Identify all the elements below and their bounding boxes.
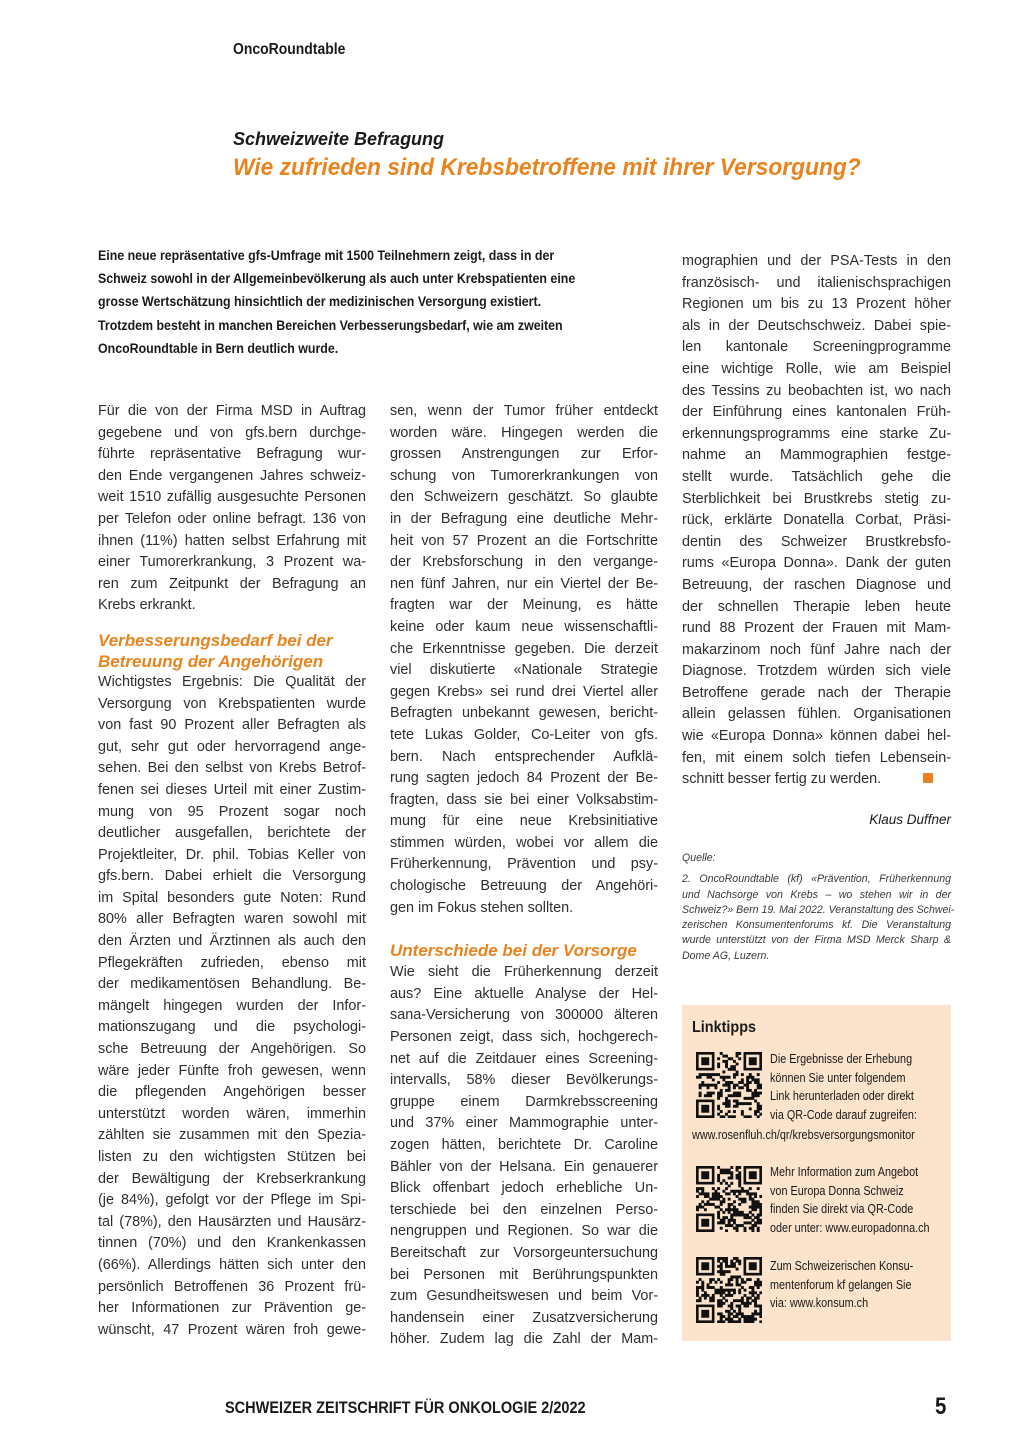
qr-code-icon[interactable]	[696, 1257, 762, 1323]
text-line: her Informationen zur Prävention ge-	[98, 1300, 366, 1317]
linktipp-1	[770, 1050, 917, 1124]
text-line: erkennungsprogramms eine starke Zu-	[682, 425, 951, 442]
text-line: Befragten unbekannt gewesen, bericht-	[390, 705, 658, 722]
text-line: intervalls, 58% dieser Bevölkerungs-	[390, 1072, 658, 1089]
text-line: fenen sei dieses Urteil mit einer Zustim-	[98, 781, 366, 798]
text-line: schung von Tumorerkrankungen von	[390, 467, 658, 484]
text-line: der Einführung eines kantonalen Früh-	[682, 404, 951, 421]
text-line: unterstützt worden wären, immerhin	[98, 1105, 366, 1122]
text-line: terschiede bei den einzelnen Perso-	[390, 1201, 658, 1218]
text-line: mängelt hingegen wurden der Infor-	[98, 997, 366, 1014]
linktipp-2-text	[770, 1163, 930, 1237]
text-line: Zum Schweizerischen Konsu-	[770, 1259, 914, 1273]
text-line: gfs.bern. Dabei erhielt die Versorgung	[98, 868, 366, 885]
column-1-body	[98, 672, 366, 1341]
text-line: eine wichtige Rolle, wie am Beispiel	[682, 360, 951, 377]
text-line: bern. Nach entsprechender Aufklä-	[390, 748, 658, 765]
text-line: dentin des Schweizer Brustkrebsfo-	[682, 533, 951, 550]
text-line: tete Lukas Golder, Co-Leiter von gfs.	[390, 726, 658, 743]
text-line: zogen hätten, berichtete Dr. Caroline	[390, 1137, 658, 1153]
text-line: mung für eine neue Krebsinitiative	[390, 813, 658, 830]
text-line: von fast 90 Prozent aller Befragten als	[98, 717, 366, 734]
text-line: zählten sie zusammen mit den Spezia-	[98, 1127, 366, 1144]
text-line: Schweiz?» Bern 19. Mai 2022. Veranstaltung des Schwei-	[682, 903, 955, 916]
text-line: heit von 57 Prozent an die Fortschritte	[390, 532, 658, 549]
text-line: net auf die Zeitdauer eines Screening-	[390, 1050, 658, 1067]
subhead-line: Verbesserungsbedarf bei der	[98, 630, 333, 650]
linktipps-box	[682, 1005, 951, 1341]
text-line: von Europa Donna Schweiz	[770, 1183, 904, 1198]
text-line: Eine neue repräsentative gfs-Umfrage mit 1500 Teilnehmern zeigt, dass in der	[98, 248, 555, 263]
text-line: Schweiz sowohl in der Allgemeinbevölkerung als auch unter Krebspatienten eine	[98, 271, 576, 287]
text-line: rums «Europa Donna». Dank der guten	[682, 555, 951, 572]
text-line: Krebs erkrankt.	[98, 597, 196, 614]
text-line: Betreuung, der raschen Diagnose und	[682, 576, 951, 593]
text-line: gen im Fokus stehen sollten.	[390, 899, 574, 916]
article-headline: Wie zufrieden sind Krebsbetroffene mit ihrer Versorgung?	[233, 154, 861, 181]
text-line: sen, wenn der Tumor früher entdeckt	[390, 403, 658, 419]
text-line: via QR-Code darauf zugreifen:	[770, 1107, 917, 1122]
text-line: weit 1510 zufällig ausgesuchte Personen	[98, 489, 366, 506]
text-line: mationszugang und die psychologi-	[98, 1019, 366, 1036]
text-line: Die Ergebnisse der Erhebung	[770, 1052, 913, 1066]
linktipps-title: Linktipps	[692, 1019, 756, 1036]
text-line: Früherkennung, Prävention und psy-	[390, 856, 658, 873]
text-line: nen fünf Jahren, nur ein Viertel der Be-	[390, 575, 658, 592]
text-line: Blick offenbart jedoch erhebliche Un-	[390, 1180, 658, 1197]
source-label: Quelle:	[682, 852, 716, 864]
text-line: fragten war der Meinung, es hätte	[390, 597, 658, 614]
text-line: wünscht, 47 Prozent wären froh gewe-	[98, 1321, 366, 1338]
text-line: im Spital besonders gute Noten: Rund	[98, 889, 366, 906]
text-line: nengruppen und Regionen. So war die	[390, 1223, 658, 1240]
text-line: die pflegenden Angehörigen besser	[98, 1084, 366, 1101]
linktipp-1-text	[770, 1050, 917, 1124]
column-1-intro	[98, 401, 366, 617]
text-line: höher. Zudem lag die Zahl der Mam-	[390, 1331, 658, 1348]
text-line: und 37% einer Mammographie unter-	[390, 1115, 658, 1132]
qr-code-icon[interactable]	[696, 1052, 762, 1118]
text-line: sehen. Bei den selbst von Krebs Betrof-	[98, 760, 366, 777]
text-line: viel diskutierte «Nationale Strategie	[390, 662, 658, 679]
text-line: einer Tumorerkrankung, 3 Prozent wa-	[98, 554, 366, 571]
text-line: via: www.konsum.ch	[770, 1296, 869, 1311]
text-line: tal (78%), den Hausärzten und Hausärz-	[98, 1213, 366, 1230]
footer-journal-title: SCHWEIZER ZEITSCHRIFT FÜR ONKOLOGIE 2/2022	[225, 1399, 586, 1417]
text-line: Regionen um bis zu 13 Prozent höher	[682, 296, 951, 313]
text-line: Diagnose. Trotzdem würden sich viele	[682, 663, 951, 680]
text-line: der Bewältigung der Krebserkrankung	[98, 1170, 366, 1187]
text-line: (66%). Allerdings hätten sich unter den	[98, 1256, 366, 1273]
text-line: che Erkenntnisse gegeben. Die derzeit	[390, 640, 658, 657]
text-line: Wichtigstes Ergebnis: Die Qualität der	[98, 673, 366, 690]
text-line: schnitt besser fertig zu werden.	[682, 769, 951, 791]
text-line: keine oder kaum neue wissenschaftli-	[390, 618, 658, 635]
text-line: den Ärzten und Ärztinnen als auch den	[98, 933, 366, 950]
text-line: grossen Anstrengungen zur Erfor-	[390, 446, 658, 463]
text-line: der medikamentösen Behandlung. Be-	[98, 976, 366, 993]
text-line: sana-Versicherung von 300000 älteren	[390, 1007, 658, 1024]
text-line: Versorgung von Krebspatienten wurde	[98, 695, 366, 712]
text-line: fragten, dass sie bei einer Volksabstim-	[390, 791, 658, 808]
text-line: Mehr Information zum Angebot	[770, 1165, 919, 1179]
text-line: und Nachsorge von Krebs – wo stehen wir in der	[682, 888, 951, 901]
end-of-article-square-icon	[923, 773, 933, 783]
text-line: aus? Eine aktuelle Analyse der Hel-	[390, 985, 658, 1002]
text-line: den Schweizern geschätzt. So glaubte	[390, 489, 658, 506]
linktipp-3-text	[770, 1257, 913, 1313]
text-line: rung sagten jedoch 84 Prozent der Be-	[390, 770, 658, 787]
text-line: Bereitschaft zur Vorsorgeuntersuchung	[390, 1244, 658, 1261]
text-line: wurde unterstützt von der Firma MSD Merck Sharp &	[682, 934, 951, 947]
column-2-top	[390, 401, 658, 919]
text-line: gruppe einem Darmkrebsscreening	[390, 1093, 658, 1110]
text-line: listen zu den wichtigsten Stützen bei	[98, 1149, 366, 1165]
column-3-body	[682, 251, 951, 791]
text-line: mung von 95 Prozent sogar noch	[98, 803, 366, 820]
column-2	[390, 401, 658, 1351]
text-line: sche Betreuung der Angehörigen. So	[98, 1041, 366, 1058]
text-line: persönlich Betroffenen 36 Prozent frü-	[98, 1278, 366, 1295]
linktipp-1-url[interactable]: www.rosenfluh.ch/qr/krebsversorgungsmonitor	[692, 1128, 915, 1142]
text-line: 80% aller Befragten waren sowohl mit	[98, 911, 366, 928]
text-line: Pflegekräften zufrieden, ebenso mit	[98, 954, 366, 971]
text-line: fen, mit einem solch tiefen Lebensein-	[682, 749, 951, 766]
text-line: len kantonale Screeningprogramme	[682, 339, 951, 356]
source-text	[682, 872, 955, 964]
linktipp-2	[770, 1163, 930, 1237]
text-line: handensein einer Zusatzversicherung	[390, 1309, 658, 1326]
text-line: der Krebsforschung in den vergange-	[390, 554, 658, 571]
text-line: wie «Europa Donna» können dabei hel-	[682, 728, 951, 745]
text-line: Dome AG, Luzern.	[682, 949, 770, 962]
text-line: gut, sehr gut oder hervorragend ange-	[98, 738, 366, 755]
text-line: stellt wurde. Tatsächlich gehe die	[682, 468, 951, 485]
text-line: bei Personen mit Berührungspunkten	[390, 1266, 658, 1283]
text-line: worden wäre. Hingegen werden die	[390, 424, 658, 441]
text-line: wäre jeder Fünfte froh gewesen, wenn	[98, 1062, 366, 1079]
column-1	[98, 401, 366, 1341]
linktipp-3	[770, 1257, 913, 1313]
text-line: mentenforum kf gelangen Sie	[770, 1277, 912, 1292]
section-label: OncoRoundtable	[233, 41, 346, 58]
text-line: Für die von der Firma MSD in Auftrag	[98, 403, 366, 419]
text-line: stimmen würden, wobei vor allem die	[390, 834, 658, 851]
subhead-line: Betreuung der Angehörigen	[98, 651, 324, 671]
text-line: führte repräsentative Befragung wur-	[98, 446, 366, 463]
column-2-body	[390, 962, 658, 1351]
text-line: per Telefon oder online befragt. 136 von	[98, 510, 366, 527]
text-line: grosse Wertschätzung hinsichtlich der medizinischen Versorgung existiert.	[98, 294, 542, 310]
subhead-verbesserungsbedarf	[98, 630, 366, 672]
text-line: finden Sie direkt via QR-Code	[770, 1202, 914, 1217]
text-line: Bähler von der Helsana. Ein genauerer	[390, 1158, 658, 1175]
text-line: ihnen (11%) hatten selbst Erfahrung mit	[98, 532, 366, 549]
text-line: 2. OncoRoundtable (kf) «Prävention, Früherkennung	[682, 873, 951, 886]
text-line: Betroffene gerade nach der Therapie	[682, 684, 951, 701]
text-line: des Tessins zu beobachten ist, wo nach	[682, 382, 951, 399]
text-line: in der Befragung eine deutliche Mehr-	[390, 510, 658, 527]
article-author: Klaus Duffner	[869, 812, 951, 827]
text-line: französisch- und italienischsprachigen	[682, 274, 951, 291]
qr-code-icon[interactable]	[696, 1166, 762, 1232]
column-3	[682, 251, 951, 791]
text-line: deutlicher ausgefallen, berichtete der	[98, 825, 366, 842]
text-line: rund 88 Prozent der Frauen mit Mam-	[682, 620, 951, 637]
text-line: der schnellen Therapie leben heute	[682, 598, 951, 615]
text-line: zerischen Konsumentenforums kf. Die Veranstaltung	[682, 919, 951, 932]
page-number: 5	[935, 1393, 947, 1420]
text-line: gegen Krebs» sei rund drei Viertel aller	[390, 683, 658, 700]
text-line: Link herunterladen oder direkt	[770, 1089, 914, 1104]
text-line: oder unter: www.europadonna.ch	[770, 1220, 930, 1235]
text-line: als in der Deutschschweiz. Dabei spie-	[682, 317, 951, 334]
text-line: chologische Betreuung der Angehöri-	[390, 878, 658, 895]
text-line: gegebene und von gfs.bern durchge-	[98, 424, 366, 441]
text-line: nahme an Mammographien festge-	[682, 447, 951, 464]
text-line: rück, erklärte Donatella Corbat, Präsi-	[682, 512, 951, 529]
text-line: mographien und der PSA-Tests in den	[682, 253, 951, 269]
subhead-unterschiede: Unterschiede bei der Vorsorge	[390, 941, 637, 961]
article-kicker: Schweizweite Befragung	[233, 129, 445, 149]
text-line: Wie sieht die Früherkennung derzeit	[390, 964, 658, 981]
text-line: ren zum Zeitpunkt der Befragung an	[98, 575, 366, 592]
text-line: tinnen (70%) und den Krankenkassen	[98, 1235, 366, 1252]
text-line: Projektleiter, Dr. phil. Tobias Keller von	[98, 846, 366, 863]
text-line: können Sie unter folgendem	[770, 1070, 906, 1085]
text-line: zum Gesundheitswesen und beim Vor-	[390, 1288, 658, 1305]
text-line: (je 84%), gefolgt vor der Pflege im Spi-	[98, 1192, 366, 1209]
source-note	[682, 851, 955, 964]
text-line: makarzinom noch fünf Jahre nach der	[682, 641, 951, 658]
text-line: Trotzdem besteht in manchen Bereichen Verbesserungsbedarf, wie am zweiten	[98, 317, 563, 333]
text-line: Personen zeigt, dass sich, hochgerech-	[390, 1029, 658, 1046]
text-line: den Ende vergangenen Jahres schweiz-	[98, 467, 366, 484]
text-line: OncoRoundtable in Bern deutlich wurde.	[98, 340, 339, 356]
article-lead	[98, 244, 672, 360]
text-line: allein gelassen fühlen. Organisationen	[682, 706, 951, 723]
text-line: Sterblichkeit bei Brustkrebs stetig zu-	[682, 490, 951, 507]
